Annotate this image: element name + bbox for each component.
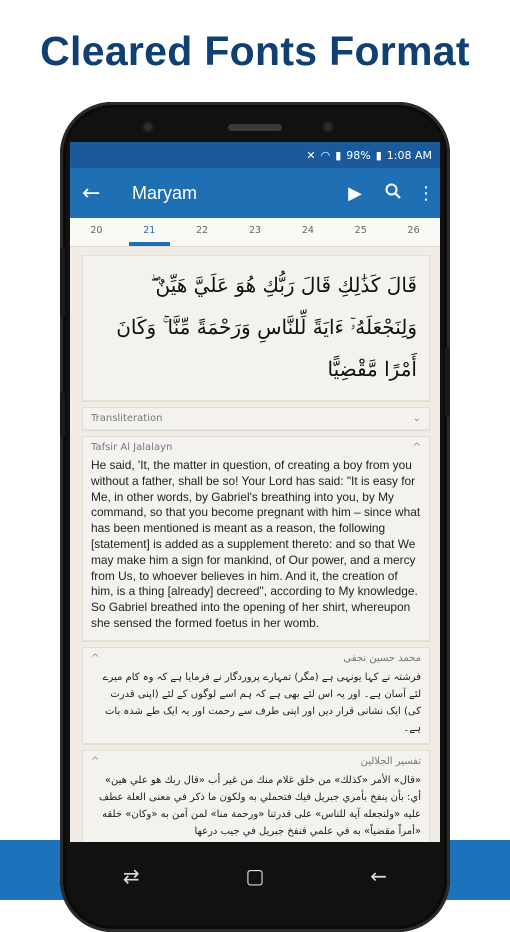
urdu-translation-card (82, 647, 430, 744)
verse-tab[interactable]: 23 (248, 225, 262, 236)
overflow-menu-icon[interactable]: ⋮ (417, 182, 435, 204)
arabic-verse: قَالَ كَذَٰلِكِ قَالَ رَبُّكِ هُوَ عَلَيَّ هَيِّنٌ ۖ وَلِنَجْعَلَهُۥٓ ءَايَةً لِّلنَّاسِ وَرَحْمَةً مِّنَّا ۚ وَكَانَ أَمْرًا مَّقْضِيًّا (116, 273, 417, 381)
verse-tab[interactable]: 26 (407, 225, 420, 236)
verse-tab[interactable]: 21 (123, 218, 176, 246)
transliteration-label: Transliteration (91, 413, 163, 424)
app-bar (70, 168, 440, 218)
search-icon[interactable] (374, 183, 412, 204)
screen (70, 142, 440, 842)
battery-level: 98% (346, 148, 371, 162)
front-sensor (322, 121, 334, 133)
verse-tab[interactable]: 20 (90, 225, 103, 236)
recent-apps-icon[interactable]: ⇄ (122, 864, 140, 888)
arabic-tafsir-label: تفسير الجلالين (360, 755, 421, 767)
phone-frame (60, 102, 450, 932)
power-button (445, 347, 450, 417)
arabic-tafsir-card (82, 750, 430, 842)
tafsir-jalalayn-card (82, 436, 430, 641)
verse-tabs (70, 218, 440, 247)
navigation-bar (70, 854, 440, 898)
urdu-translation-label: محمد حسین نجفی (343, 652, 421, 664)
front-speaker (228, 124, 282, 131)
clock: 1:08 AM (386, 148, 432, 162)
back-arrow-icon[interactable]: ← (82, 180, 101, 206)
signal-icon: ▮ (335, 148, 342, 162)
back-icon[interactable]: ← (370, 864, 388, 888)
chevron-up-icon[interactable]: ^ (412, 442, 421, 453)
chevron-down-icon[interactable]: ⌄ (412, 413, 421, 424)
transliteration-card[interactable] (82, 407, 430, 430)
wifi-icon: ◠ (320, 148, 331, 162)
chevron-up-icon[interactable]: ^ (91, 755, 100, 767)
verse-tab[interactable]: 24 (301, 225, 314, 236)
content-area (70, 247, 440, 842)
arabic-tafsir-text: «قال» الأمر «كذلك» من خلق غلام منك من غير أب «قال ربك هو علي هين» أي: بأن ينفخ بأمري جبريل فيك فتحملي به ولكون ما ذكر في معنى العلة عطف عليه «ولنجعله آية للناس» على قدرتنا «ورحمة منا» لمن آمن به «وكان» خلقه «أمراً مقضياً» به في علمي فنفخ جبريل في جيب درعها (98, 774, 421, 837)
battery-icon: ▮ (375, 148, 382, 162)
arabic-verse-card (82, 255, 430, 401)
home-icon[interactable]: ▢ (245, 864, 265, 888)
mute-icon: ✕ (306, 148, 316, 162)
tafsir-jalalayn-text: He said, 'It, the matter in question, of creating a boy from you without a father, shall be so! Your Lord has said: "It is easy for Me, in other words, by Gabriel's breathing into you, by My command, so that you become pregnant with him – since what has been mentioned is meant as a reason, the following [statement] is added as a supplement thereto: and so that We may make him a sign for mankind, of Our power, and a mercy from Us, to whoever believes in him. And it, the creation of him, is a thing [already] decreed", according to My knowledge. So Gabriel breathed into the opening of her shirt, whereupon she sensed the formed foetus in her womb. (91, 458, 421, 630)
status-bar (70, 142, 440, 168)
play-icon[interactable]: ▶ (348, 182, 362, 204)
tafsir-jalalayn-label: Tafsir Al Jalalayn (91, 442, 173, 453)
verse-tab[interactable]: 25 (354, 225, 367, 236)
promo-title: Cleared Fonts Format (40, 28, 470, 74)
verse-tab[interactable]: 22 (196, 225, 209, 236)
volume-button (60, 247, 65, 317)
bixby-button (60, 392, 65, 437)
front-sensor (142, 121, 154, 133)
chevron-up-icon[interactable]: ^ (91, 652, 100, 664)
surah-title: Maryam (132, 182, 198, 203)
urdu-translation-text: فرشتہ نے کہا یونہی ہے (مگر) تمہارے پروردگار نے فرمایا ہے کہ وہ کام میرے لئے آسان ہے۔ اور یہ اس لئے بھی ہے کہ ہم اسے لوگوں کے لئے (اپنی قدرت کی) ایک نشانی قرار دیں اور اپنی طرف سے رحمت اور یہ ایک طے شدہ بات ہے۔ (102, 671, 421, 734)
